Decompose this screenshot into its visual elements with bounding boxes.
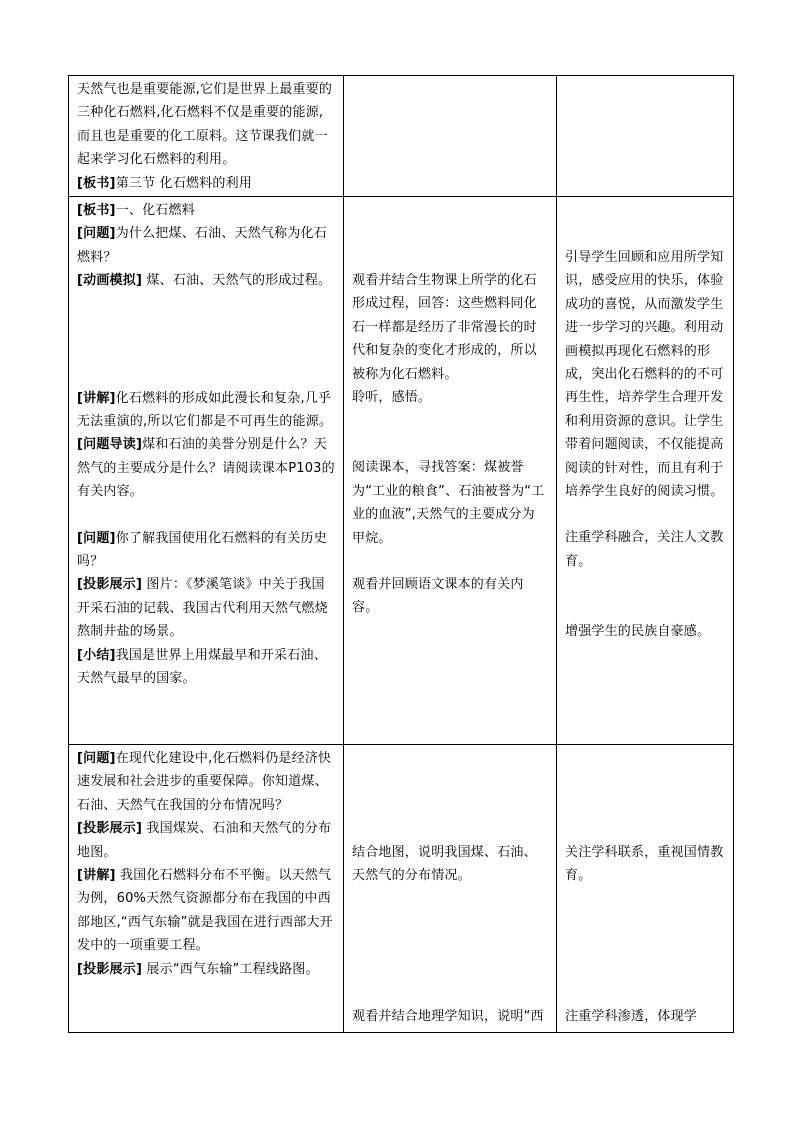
- paragraph: [问题]在现代化建设中,化石燃料仍是经济快速发展和社会进步的重要保障。你知道煤、石油、天然气在我国的分布情况吗？: [77, 751, 332, 813]
- table-row: [69, 197, 734, 745]
- student-activity-cell: [344, 197, 557, 745]
- teacher-activity-cell: [69, 745, 344, 1033]
- paragraph: 天然气也是重要能源,它们是世界上最重要的三种化石燃料,化石燃料不仅是重要的能源,而且也是重要的化工原料。这节课我们就一起来学习化石燃料的利用。: [77, 82, 333, 168]
- design-intent-cell: [557, 745, 734, 1033]
- table-row: [69, 76, 734, 197]
- paragraph: 注重学科融合，关注人文教育。: [565, 530, 724, 569]
- paragraph: [投影展示] 图片：《梦溪笔谈》中关于我国开采石油的记载、我国古代利用天然气燃烧熬制井盐的场景。: [77, 577, 328, 640]
- teacher-activity-cell: [69, 197, 344, 745]
- paragraph: [板书]第三节 化石燃料的利用: [77, 175, 253, 191]
- paragraph: [小结]我国是世界上用煤最早和开采石油、天然气最早的国家。: [77, 647, 327, 687]
- paragraph: 阅读课本，寻找答案：煤被誉为“工业的粮食”、石油被誉为“工业的血液”,天然气的主要成分为甲烷。: [352, 460, 545, 546]
- student-activity-cell: [344, 76, 557, 197]
- lesson-plan-table: [68, 75, 734, 1033]
- paragraph: [讲解] 我国化石燃料分布不平衡。以天然气为例，60%天然气资源都分布在我国的中西部地区,“西气东输”就是我国在进行西部大开发中的一项重要工程。: [77, 868, 333, 954]
- student-activity-cell: [344, 745, 557, 1033]
- paragraph: 观看并结合地理学知识，说明“西: [352, 1008, 544, 1024]
- teacher-activity-cell: [69, 76, 344, 197]
- paragraph: 结合地图，说明我国煤、石油、天然气的分布情况。: [352, 845, 537, 884]
- table-row: [69, 745, 734, 1033]
- paragraph: 观看并结合生物课上所学的化石形成过程，回答：这些燃料同化石一样都是经历了非常漫长的时代和复杂的变化才形成的，所以被称为化石燃料。: [352, 273, 537, 382]
- paragraph: [板书]一、化石燃料: [77, 203, 195, 218]
- paragraph: [投影展示] 我国煤炭、石油和天然气的分布地图。: [77, 821, 332, 860]
- paragraph: [问题导读]煤和石油的美誉分别是什么？天然气的主要成分是什么？请阅读课本P103的有关内容。: [77, 437, 335, 500]
- paragraph: [问题]你了解我国使用化石燃料的有关历史吗？: [77, 530, 327, 570]
- paragraph: 观看并回顾语文课本的有关内容。: [352, 577, 524, 616]
- paragraph: 增强学生的民族自豪感。: [565, 624, 711, 640]
- design-intent-cell: [557, 76, 734, 197]
- paragraph: 聆听，感悟。: [352, 390, 432, 406]
- paragraph: [讲解]化石燃料的形成如此漫长和复杂,几乎无法重演的,所以它们都是不可再生的能源。: [77, 390, 333, 430]
- design-intent-cell: [557, 197, 734, 745]
- paragraph: 关注学科联系，重视国情教育。: [565, 845, 724, 884]
- paragraph: [动画模拟] 煤、石油、天然气的形成过程。: [77, 273, 332, 289]
- paragraph: [问题]为什么把煤、石油、天然气称为化石燃料？: [77, 226, 327, 265]
- paragraph: 注重学科渗透，体现学: [565, 1008, 698, 1024]
- paragraph: [投影展示] 展示“西气东输”工程线路图。: [77, 961, 319, 977]
- paragraph: 引导学生回顾和应用所学知识，感受应用的快乐，体验成功的喜悦，从而激发学生进一步学习的兴趣。利用动画模拟再现化石燃料的形成，突出化石燃料的的不可再生性，培养学生合理开发和利用资源的意识。让学生带着问题阅读，不仅能提高阅读的针对性，而且有利于培养学生良好的阅读习惯。: [565, 250, 724, 500]
